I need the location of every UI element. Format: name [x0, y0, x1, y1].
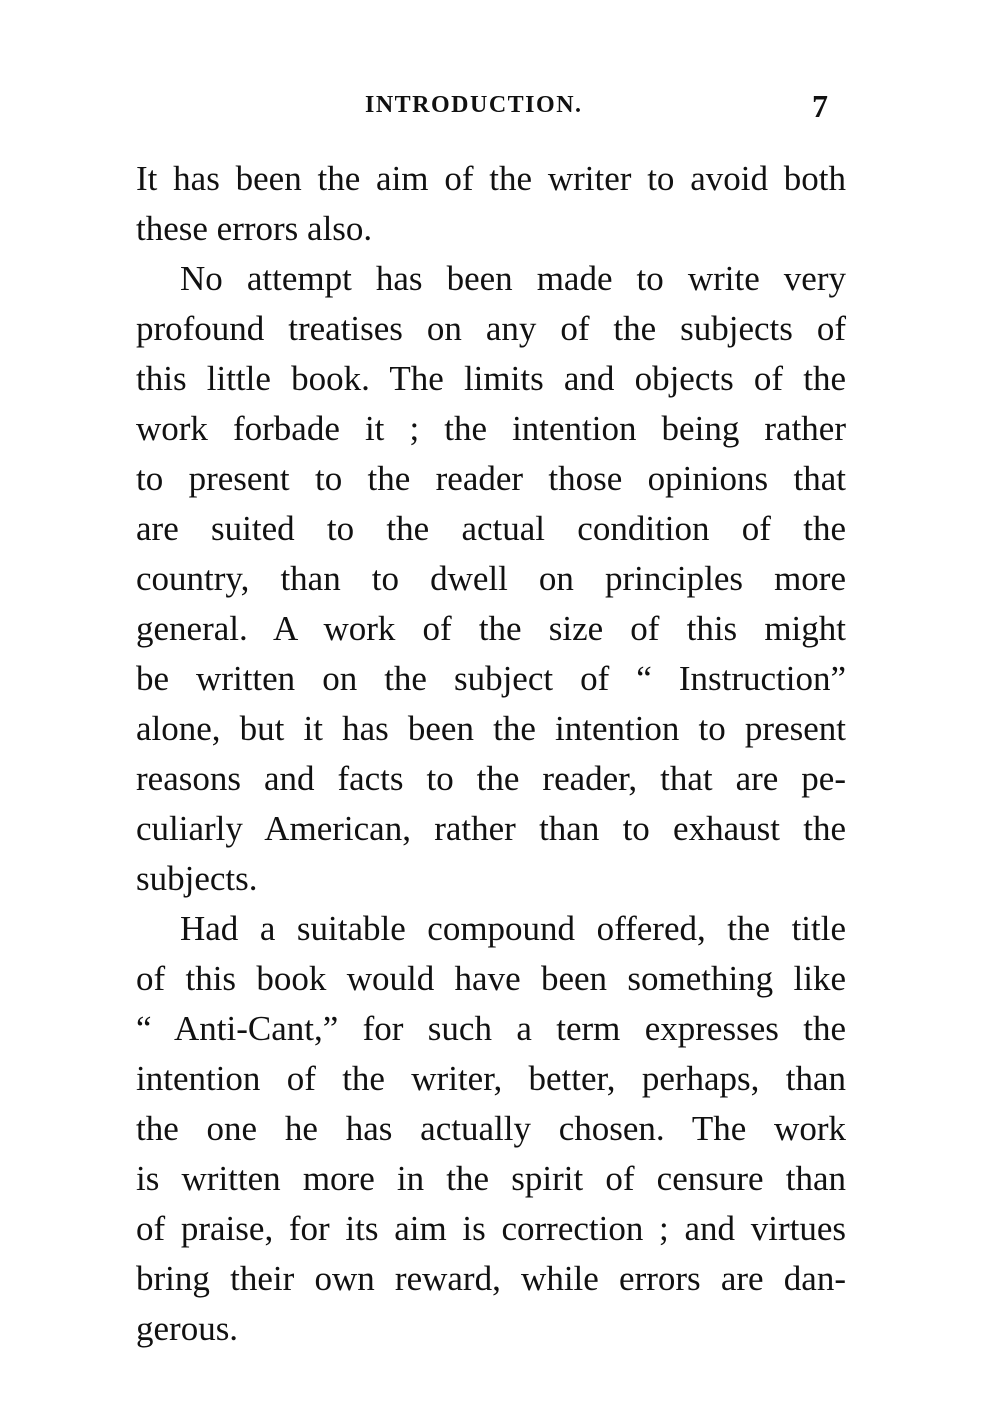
text-line: gerous.: [136, 1309, 239, 1348]
text-line: of this book would have been something like: [136, 959, 846, 998]
text-line: work forbade it ; the intention being rather: [136, 409, 846, 448]
text-line: alone, but it has been the intention to present: [136, 709, 846, 748]
text-line: bring their own reward, while errors are dan-: [136, 1259, 846, 1298]
text-line: profound treatises on any of the subjects of: [136, 309, 846, 348]
text-line: to present to the reader those opinions that: [136, 459, 846, 498]
running-title: INTRODUCTION.: [365, 92, 583, 118]
paragraph: [136, 904, 846, 1354]
text-line: “ Anti-Cant,” for such a term expresses the: [136, 1009, 846, 1048]
text-line: this little book. The limits and objects of the: [136, 359, 846, 398]
text-line: intention of the writer, better, perhaps, than: [136, 1059, 846, 1098]
text-line: the one he has actually chosen. The work: [136, 1109, 846, 1148]
text-line: these errors also.: [136, 209, 373, 248]
paragraph: [136, 154, 846, 254]
text-line: subjects.: [136, 859, 258, 898]
text-line: general. A work of the size of this might: [136, 609, 846, 648]
running-head: [0, 88, 1000, 128]
paragraph: [136, 254, 846, 904]
text-line: be written on the subject of “ Instruction”: [136, 659, 846, 698]
page-number: 7: [812, 88, 828, 124]
text-line: of praise, for its aim is correction ; and virtues: [136, 1209, 846, 1248]
text-line: is written more in the spirit of censure than: [136, 1159, 846, 1198]
body-text: [136, 154, 846, 1354]
text-line: Had a suitable compound offered, the title: [180, 909, 846, 948]
text-line: It has been the aim of the writer to avoid both: [136, 159, 846, 198]
text-line: are suited to the actual condition of the: [136, 509, 846, 548]
text-line: country, than to dwell on principles more: [136, 559, 846, 598]
text-line: reasons and facts to the reader, that are pe-: [136, 759, 846, 798]
text-line: No attempt has been made to write very: [180, 259, 846, 298]
text-line: culiarly American, rather than to exhaust the: [136, 809, 846, 848]
